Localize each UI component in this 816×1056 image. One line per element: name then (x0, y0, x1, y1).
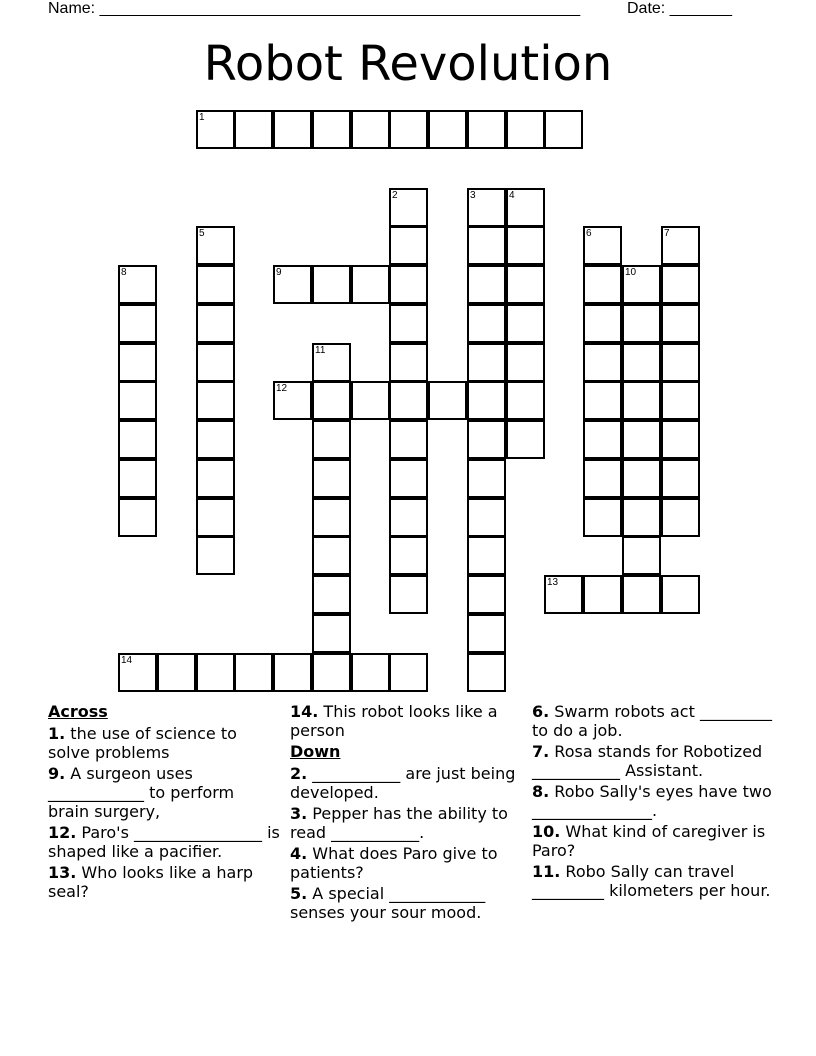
grid-cell[interactable] (506, 304, 545, 343)
grid-cell[interactable] (196, 226, 235, 265)
grid-cell[interactable] (622, 420, 661, 459)
grid-cell[interactable] (312, 614, 351, 653)
grid-cell[interactable] (118, 265, 157, 304)
grid-cell[interactable] (506, 188, 545, 227)
grid-cell[interactable] (196, 420, 235, 459)
grid-cell[interactable] (506, 265, 545, 304)
grid-cell[interactable] (506, 343, 545, 382)
clue-number: 10 (625, 267, 637, 278)
grid-cell[interactable] (467, 536, 506, 575)
grid-cell[interactable] (467, 575, 506, 614)
grid-cell[interactable] (467, 498, 506, 537)
grid-cell[interactable] (312, 381, 351, 420)
grid-cell[interactable] (389, 575, 428, 614)
grid-cell[interactable] (118, 498, 157, 537)
grid-cell[interactable] (312, 498, 351, 537)
clues-column-3 (532, 702, 772, 902)
grid-cell[interactable] (389, 498, 428, 537)
grid-cell[interactable] (467, 459, 506, 498)
grid-cell[interactable] (118, 653, 157, 692)
clues-column-2 (290, 702, 522, 924)
grid-cell[interactable] (661, 459, 700, 498)
grid-cell[interactable] (196, 459, 235, 498)
grid-cell[interactable] (351, 265, 390, 304)
grid-cell[interactable] (273, 381, 312, 420)
grid-cell[interactable] (622, 265, 661, 304)
grid-cell[interactable] (583, 459, 622, 498)
clue-number: 11 (315, 345, 326, 356)
grid-cell[interactable] (389, 188, 428, 227)
grid-cell[interactable] (506, 110, 545, 149)
grid-cell[interactable] (389, 420, 428, 459)
grid-cell[interactable] (544, 575, 583, 614)
clue-number: 6 (586, 228, 592, 239)
grid-cell[interactable] (661, 575, 700, 614)
grid-cell[interactable] (312, 536, 351, 575)
clue-across-1: 1. the use of science to solve problems (48, 724, 237, 762)
grid-cell[interactable] (118, 420, 157, 459)
grid-cell[interactable] (583, 343, 622, 382)
grid-cell[interactable] (196, 653, 235, 692)
grid-cell[interactable] (622, 381, 661, 420)
grid-cell[interactable] (312, 110, 351, 149)
grid-cell[interactable] (661, 381, 700, 420)
clue-down-10: 10. What kind of caregiver is Paro? (532, 822, 766, 860)
grid-cell[interactable] (661, 420, 700, 459)
grid-cell[interactable] (389, 653, 428, 692)
grid-cell[interactable] (196, 304, 235, 343)
grid-cell[interactable] (661, 265, 700, 304)
clue-across-13: 13. Who looks like a harp seal? (48, 863, 254, 901)
clue-number: 8 (121, 267, 127, 278)
grid-cell[interactable] (389, 536, 428, 575)
grid-cell[interactable] (234, 110, 273, 149)
grid-cell[interactable] (467, 653, 506, 692)
clue-down-7: 7. Rosa stands for Robotized ___________ Assistant. (532, 742, 763, 780)
grid-cell[interactable] (118, 343, 157, 382)
grid-cell[interactable] (196, 498, 235, 537)
grid-cell[interactable] (467, 188, 506, 227)
grid-cell[interactable] (506, 226, 545, 265)
grid-cell[interactable] (389, 265, 428, 304)
grid-cell[interactable] (389, 459, 428, 498)
grid-cell[interactable] (118, 381, 157, 420)
grid-cell[interactable] (583, 498, 622, 537)
grid-cell[interactable] (389, 381, 428, 420)
clue-down-8: 8. Robo Sally's eyes have two _______________. (532, 782, 772, 820)
clue-down-6: 6. Swarm robots act _________ to do a job. (532, 702, 772, 740)
grid-cell[interactable] (583, 381, 622, 420)
grid-cell[interactable] (234, 653, 273, 692)
grid-cell[interactable] (467, 304, 506, 343)
grid-cell[interactable] (467, 420, 506, 459)
grid-cell[interactable] (583, 575, 622, 614)
grid-cell[interactable] (622, 536, 661, 575)
grid-cell[interactable] (622, 575, 661, 614)
clue-across-12: 12. Paro's ________________ is shaped like a pacifier. (48, 823, 280, 861)
clue-number: 7 (664, 228, 670, 239)
clue-number: 13 (547, 577, 559, 588)
name-field[interactable]: Name: ______________________________________________________ (48, 0, 581, 17)
grid-cell[interactable] (467, 614, 506, 653)
clue-across-9: 9. A surgeon uses ____________ to perform brain surgery, (48, 764, 235, 821)
grid-cell[interactable] (428, 110, 467, 149)
grid-cell[interactable] (157, 653, 196, 692)
grid-cell[interactable] (622, 343, 661, 382)
grid-cell[interactable] (467, 110, 506, 149)
grid-cell[interactable] (467, 381, 506, 420)
clue-number: 1 (199, 112, 205, 123)
grid-cell[interactable] (351, 653, 390, 692)
across-heading: Across (48, 702, 108, 721)
grid-cell[interactable] (273, 653, 312, 692)
grid-cell[interactable] (544, 110, 583, 149)
grid-cell[interactable] (389, 343, 428, 382)
clue-down-5: 5. A special ____________ senses your sour mood. (290, 884, 486, 922)
grid-cell[interactable] (661, 498, 700, 537)
grid-cell[interactable] (506, 381, 545, 420)
grid-cell[interactable] (312, 420, 351, 459)
grid-cell[interactable] (583, 226, 622, 265)
grid-cell[interactable] (196, 536, 235, 575)
grid-cell[interactable] (467, 343, 506, 382)
grid-cell[interactable] (273, 265, 312, 304)
grid-cell[interactable] (312, 343, 351, 382)
clue-number: 3 (470, 190, 476, 201)
grid-cell[interactable] (467, 265, 506, 304)
grid-cell[interactable] (196, 110, 235, 149)
puzzle-title: Robot Revolution (203, 36, 613, 92)
grid-cell[interactable] (428, 381, 467, 420)
grid-cell[interactable] (389, 110, 428, 149)
clue-down-11: 11. Robo Sally can travel _________ kilometers per hour. (532, 862, 771, 900)
grid-cell[interactable] (351, 110, 390, 149)
grid-cell[interactable] (312, 653, 351, 692)
grid-cell[interactable] (196, 265, 235, 304)
clue-number: 5 (199, 228, 205, 239)
clue-across-14: 14. This robot looks like a person (290, 702, 498, 740)
grid-cell[interactable] (118, 304, 157, 343)
grid-cell[interactable] (661, 226, 700, 265)
grid-cell[interactable] (506, 420, 545, 459)
clue-down-4: 4. What does Paro give to patients? (290, 844, 498, 882)
grid-cell[interactable] (583, 420, 622, 459)
grid-cell[interactable] (583, 304, 622, 343)
clue-number: 12 (276, 383, 288, 394)
grid-cell[interactable] (351, 381, 390, 420)
clue-number: 9 (276, 267, 282, 278)
grid-cell[interactable] (661, 304, 700, 343)
grid-cell[interactable] (196, 381, 235, 420)
clue-down-2: 2. ___________ are just being developed. (290, 764, 516, 802)
grid-cell[interactable] (622, 304, 661, 343)
grid-cell[interactable] (118, 459, 157, 498)
date-field[interactable]: Date: _______ (627, 0, 732, 17)
clue-number: 2 (392, 190, 398, 201)
grid-cell[interactable] (622, 459, 661, 498)
grid-cell[interactable] (312, 459, 351, 498)
grid-cell[interactable] (196, 343, 235, 382)
grid-cell[interactable] (389, 304, 428, 343)
grid-cell[interactable] (389, 226, 428, 265)
clue-number: 14 (121, 655, 133, 666)
grid-cell[interactable] (467, 226, 506, 265)
grid-cell[interactable] (622, 498, 661, 537)
grid-cell[interactable] (312, 265, 351, 304)
clue-number: 4 (509, 190, 515, 201)
down-heading: Down (290, 742, 341, 761)
grid-cell[interactable] (273, 110, 312, 149)
clue-down-3: 3. Pepper has the ability to read ___________. (290, 804, 508, 842)
clues-column-1 (48, 702, 280, 903)
grid-cell[interactable] (661, 343, 700, 382)
grid-cell[interactable] (583, 265, 622, 304)
grid-cell[interactable] (312, 575, 351, 614)
